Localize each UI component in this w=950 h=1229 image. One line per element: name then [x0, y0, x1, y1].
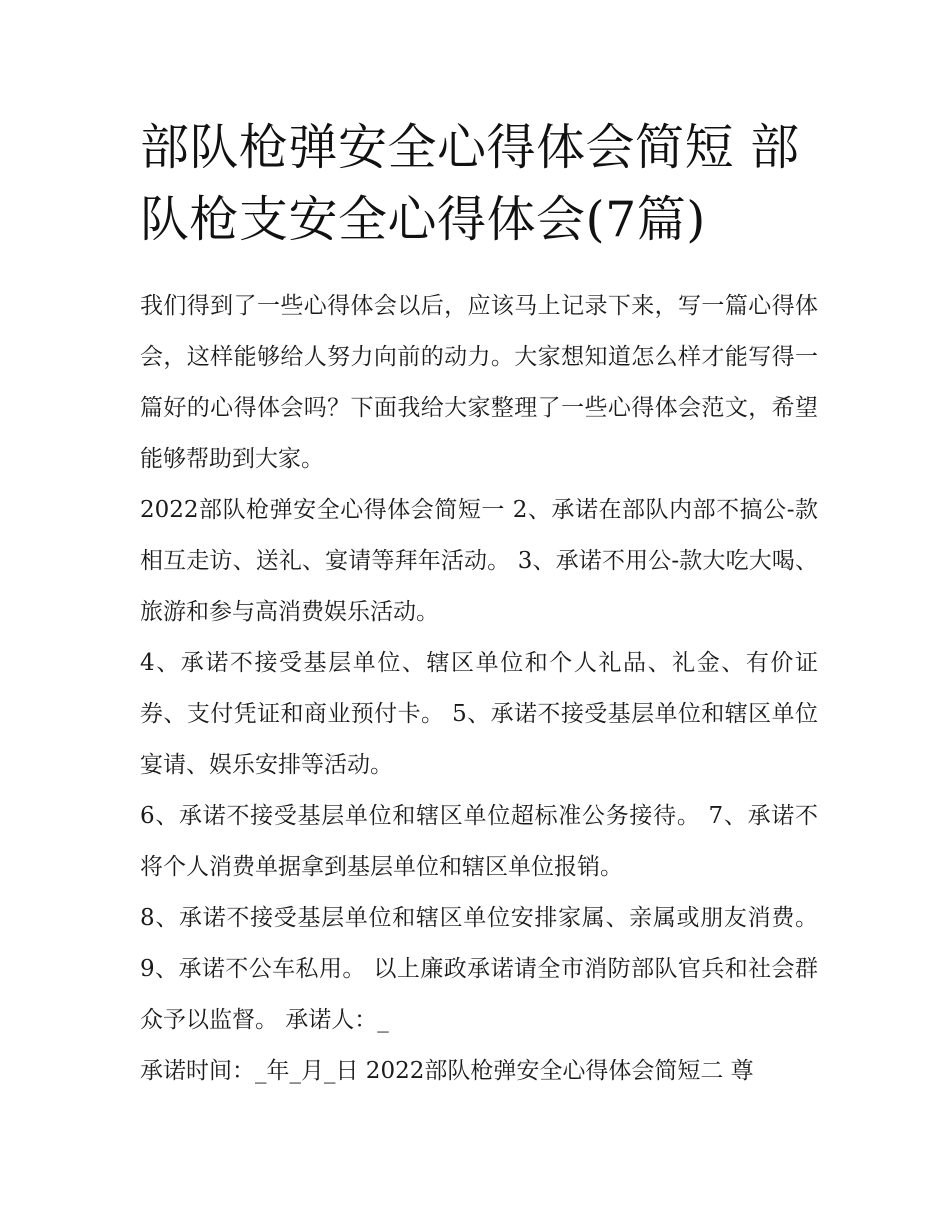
intro-paragraph: 我们得到了一些心得体会以后，应该马上记录下来，写一篇心得体会，这样能够给人努力向前的动力。大家想知道怎么样才能写得一篇好的心得体会吗？下面我给大家整理了一些心得体会范文，希望能够帮助到大家。: [140, 293, 818, 472]
body-paragraph: 8、承诺不接受基层单位和辖区单位安排家属、亲属或朋友消费。 9、承诺不公车私用。 以上廉政承诺请全市消防部队官兵和社会群众予以监督。 承诺人：_: [140, 905, 818, 1033]
body-paragraph: 4、承诺不接受基层单位、辖区单位和个人礼品、礼金、有价证券、支付凭证和商业预付卡。 5、承诺不接受基层单位和辖区单位宴请、娱乐安排等活动。: [140, 650, 818, 778]
body-paragraph: 承诺时间：_年_月_日 2022部队枪弹安全心得体会简短二 尊: [140, 1058, 754, 1084]
body-paragraph: 6、承诺不接受基层单位和辖区单位超标准公务接待。 7、承诺不将个人消费单据拿到基层单位和辖区单位报销。: [140, 803, 818, 880]
body-paragraph: 2022部队枪弹安全心得体会简短一 2、承诺在部队内部不搞公-款相互走访、送礼、宴请等拜年活动。 3、承诺不用公-款大吃大喝、旅游和参与高消费娱乐活动。: [140, 497, 818, 625]
document-title: 部队枪弹安全心得体会简短 部队枪支安全心得体会(7篇): [140, 119, 800, 248]
document-body: [140, 281, 818, 1097]
